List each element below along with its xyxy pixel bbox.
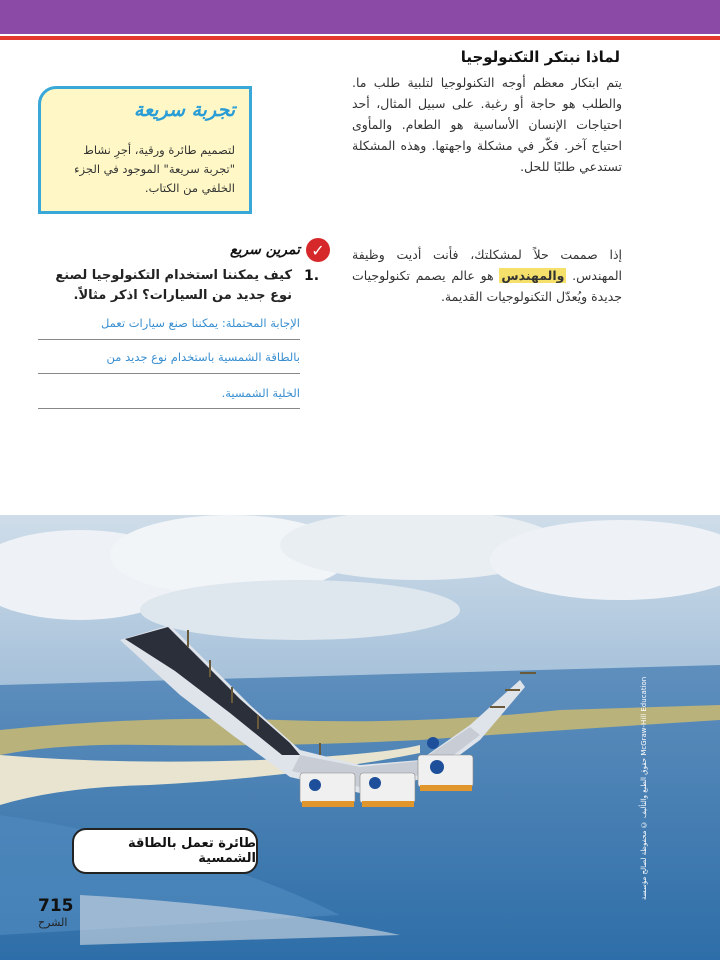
answer-line-1: الإجابة المحتملة: يمكننا صنع سيارات تعمل [100, 316, 300, 330]
photo-credit: حقوق الطبع والتأليف © محفوظة لصالح مؤسسة McGraw-Hill Education [640, 676, 648, 900]
highlighted-term: والمهندس [501, 268, 565, 283]
top-red-rule [0, 36, 720, 40]
page-label: الشرح [38, 916, 68, 929]
photo-caption: طائرة تعمل بالطاقة الشمسية [128, 836, 256, 866]
question-text: كيف يمكننا استخدام التكنولوجيا لصنع نوع جديد من السيارات؟ اذكر مثالاً. [55, 268, 292, 303]
answer-rule [38, 407, 300, 409]
answer-line-2: بالطاقة الشمسية باستخدام نوع جديد من [106, 350, 300, 364]
answer-rule [38, 372, 300, 374]
section-title: لماذا نبتكر التكنولوجيا [460, 48, 620, 66]
solar-plane-photo [0, 515, 720, 960]
quick-experiment-title: تجربة سريعة [133, 99, 235, 121]
question-number: 1. [304, 268, 320, 284]
paragraph-text-end: هو عالم يصمم تكنولوجيات جديدة ويُعدّل التكنولوجيات القديمة. [352, 268, 622, 304]
paragraph-demand: يتم ابتكار معظم أوجه التكنولوجيا لتلبية طلب ما. والطلب هو حاجة أو رغبة. على سبيل المثال، أحد احتياجات الإنسان الأساسية هو الطعام. والمأوى احتياج آخر. فكّر في مشكلة واجهتها. وهذه المشكلة تستدعي طلبًا للحل. [352, 75, 622, 174]
quick-practice-header [230, 238, 330, 262]
quick-practice-title: تمرين سريع [230, 242, 300, 258]
photo-illustration [0, 515, 720, 960]
answer-line-3: الخلية الشمسية. [221, 386, 300, 400]
answer-rule [38, 338, 300, 340]
check-icon: ✓ [306, 238, 330, 262]
photo-caption-box [72, 828, 258, 874]
quick-experiment-text: لتصميم طائرة ورقية، أجرِ نشاط "تجربة سريعة" الموجود في الجزء الخلفي من الكتاب. [74, 143, 235, 195]
paragraph-text-start: إذا صممت حلاً لمشكلتك، فأنت أديت وظيفة المهندس. [352, 247, 622, 283]
page-number: 715 [38, 896, 74, 916]
paragraph-engineer [352, 244, 622, 307]
quick-experiment-box [38, 86, 252, 214]
top-color-band [0, 0, 720, 34]
